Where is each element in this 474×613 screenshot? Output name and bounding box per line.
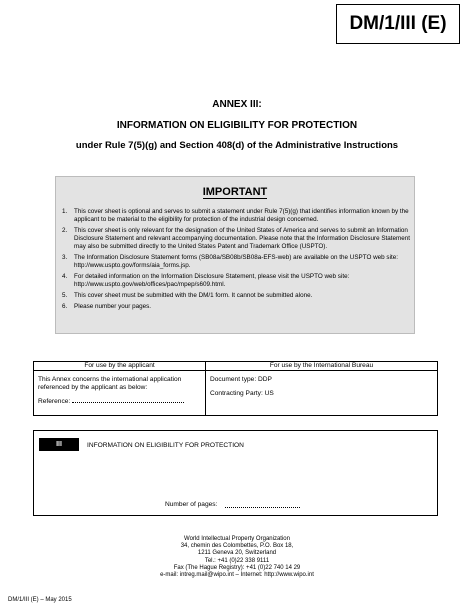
bureau-column xyxy=(206,362,437,415)
applicant-text: This Annex concerns the international application referenced by the applicant as below: xyxy=(38,376,182,391)
list-item: 6. Please number your pages. xyxy=(62,303,152,310)
document-code: DM/1/III (E) xyxy=(336,4,460,44)
important-heading: IMPORTANT xyxy=(202,186,268,198)
list-item: 3. The Information Disclosure Statement forms (SB08a/SB08b/SB08a-EFS-web) are available on the USPTO web site: http://www.uspto.gov/forms/aia_forms.jsp. xyxy=(62,254,398,269)
annex-subtitle: under Rule 7(5)(g) and Section 408(d) of the Administrative Instructions xyxy=(75,140,399,151)
list-item: 1. This cover sheet is optional and serves to submit a statement under Rule 7(5)(g) that identifies information known by the applicant to be material to the eligibility for protection of the industrial design concerned. xyxy=(62,208,409,223)
section-number: III xyxy=(39,438,79,451)
footer: DM/1/III (E) – May 2015 xyxy=(8,597,72,603)
applicant-header: For use by the applicant xyxy=(34,362,205,371)
reference-label: Reference: xyxy=(38,398,71,405)
eligibility-section xyxy=(33,430,438,516)
contracting-party: Contracting Party: US xyxy=(210,390,274,397)
pages-label: Number of pages: xyxy=(165,501,218,508)
section-title: INFORMATION ON ELIGIBILITY FOR PROTECTION xyxy=(87,442,244,449)
list-item: 2. This cover sheet is only relevant for the designation of the United States of America and serves to submit an Information Disclosure Statement and relevant accompanying documentation. Please note that the Information Disclosure Statement may also be submitted directly to the United States Patent and Trademark Office (USPTO). xyxy=(62,227,411,250)
list-item: 4. For detailed information on the Information Disclosure Statement, please visit the USPTO web site: http://www.uspto.gov/web/offices/pac/mpep/s609.html. xyxy=(62,273,350,288)
pages-field[interactable] xyxy=(225,507,300,508)
list-item: 5. This cover sheet must be submitted with the DM/1 form. It cannot be submitted alone. xyxy=(62,292,313,299)
usage-table xyxy=(33,361,438,416)
wipo-address: World Intellectual Property Organization 34, chemin des Colombettes, P.O. Box 18, 1211 Geneva 20, Switzerland Tel.: +41 (0)22 338 9111 Fax (The Hague Registry): +41 (0)22 740 14 29 e-mail: intreg.mail@wipo.int – Internet: http://www.wipo.int xyxy=(160,536,314,579)
annex-heading: ANNEX III: xyxy=(212,99,262,110)
important-box xyxy=(55,176,415,334)
important-list xyxy=(62,208,412,314)
document-type: Document type: DDP xyxy=(210,376,272,383)
annex-title: INFORMATION ON ELIGIBILITY FOR PROTECTION xyxy=(116,120,358,131)
bureau-header: For use by the International Bureau xyxy=(206,362,437,371)
reference-field[interactable] xyxy=(72,397,184,403)
applicant-column xyxy=(34,362,206,415)
